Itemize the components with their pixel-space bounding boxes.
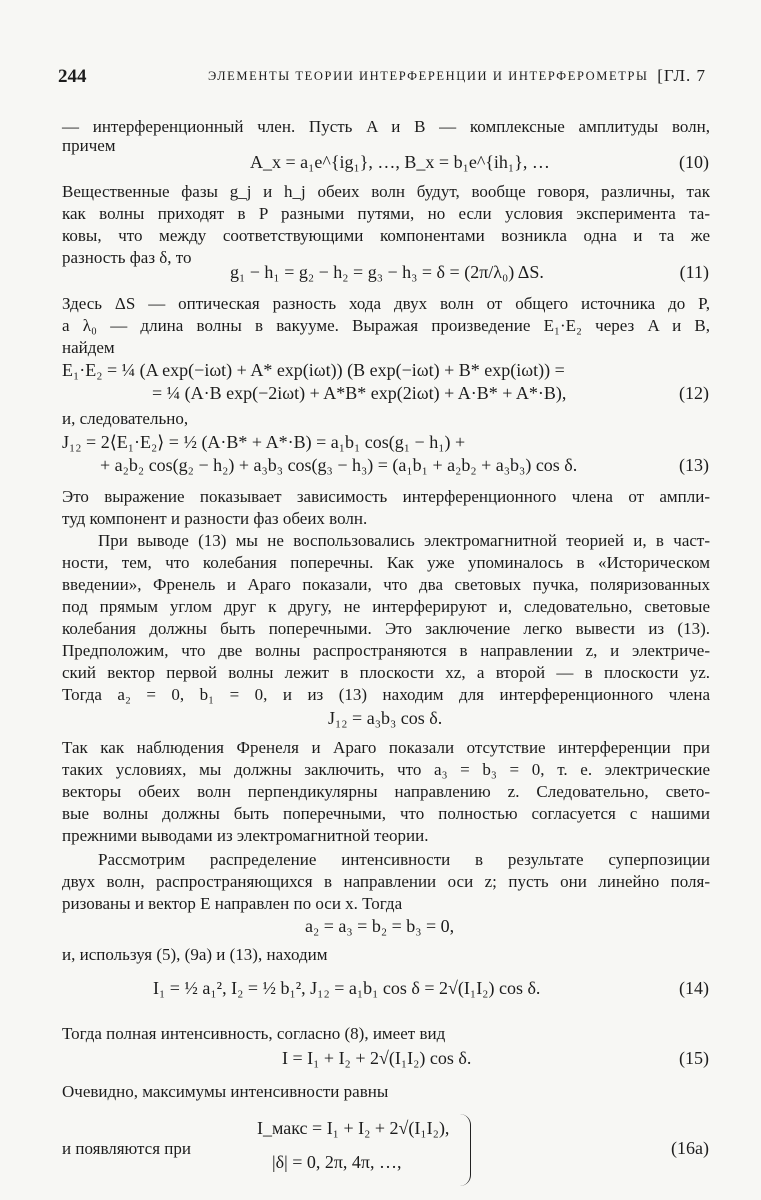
text-line: двух волн, распространяющихся в направлении оси z; пусть они линейно поля- [62,872,710,891]
equation-13-line-2: + a₂b₂ cos(g₂ − h₂) + a₃b₃ cos(g₃ − h₃) = (a₁b₁ + a₂b₂ + a₃b₃) cos δ. [100,455,578,475]
equation-j12: J₁₂ = a₃b₃ cos δ. [328,708,443,728]
text-line: При выводе (13) мы не воспользовались электромагнитной теорией и, в част- [98,531,710,550]
equation-number-10: (10) [679,152,709,172]
text-line: Вещественные фазы g_j и h_j обеих волн будут, вообще говоря, различны, так [62,182,710,201]
equation-number-13: (13) [679,455,709,475]
chapter-label: [ГЛ. 7 [657,66,706,85]
text-line: туд компонент и разности фаз обеих волн. [62,509,368,528]
text-line: ризованы и вектор E направлен по оси x. Тогда [62,894,403,913]
text-line: и появляются при [62,1139,191,1158]
text-line: колебания должны быть поперечными. Это заключение легко вывести из (13). [62,619,710,638]
text-line: под прямым углом друг к другу, не интерферируют и, следовательно, световые [62,597,710,616]
text-line: найдем [62,338,115,357]
page-header [58,66,706,88]
text-line: таких условиях, мы должны заключить, что a₃ = b₃ = 0, т. е. электрические [62,760,710,779]
text-line: и, следовательно, [62,409,189,428]
text-line: и, используя (5), (9а) и (13), находим [62,945,328,964]
equation-14: I₁ = ½ a₁², I₂ = ½ b₁², J₁₂ = a₁b₁ cos δ = 2√(I₁I₂) cos δ. [153,978,541,998]
text-line: Здесь ΔS — оптическая разность хода двух волн от общего источника до P, [62,294,710,313]
text-line: — интерференционный член. Пусть A и B — комплексные амплитуды волн, [62,117,710,136]
text-line: Очевидно, максимумы интенсивности равны [62,1082,389,1101]
page-number: 244 [58,66,87,87]
running-title: ЭЛЕМЕНТЫ ТЕОРИИ ИНТЕРФЕРЕНЦИИ И ИНТЕРФЕРОМЕТРЫ [208,69,649,83]
text-line: разность фаз δ, то [62,248,192,267]
text-line: вые волны должны быть поперечными, что полностью согласуется с нашими [62,804,710,823]
equation-15: I = I₁ + I₂ + 2√(I₁I₂) cos δ. [282,1048,472,1068]
equation-12-line-1: E₁·E₂ = ¼ (A exp(−iωt) + A* exp(iωt)) (B exp(−iωt) + B* exp(iωt)) = [62,360,565,380]
text-line: прежними выводами из электромагнитной теории. [62,826,429,845]
equation-number-12: (12) [679,383,709,403]
text-line: а λ₀ — длина волны в вакууме. Выражая произведение E₁·E₂ через A и B, [62,316,710,335]
equation-11: g₁ − h₁ = g₂ − h₂ = g₃ − h₃ = δ = (2π/λ₀) ΔS. [230,262,544,282]
equation-13-line-1: J₁₂ = 2⟨E₁·E₂⟩ = ½ (A·B* + A*·B) = a₁b₁ cos(g₁ − h₁) + [62,432,466,452]
text-line: Так как наблюдения Френеля и Араго показали отсутствие интерференции при [62,738,710,757]
text-line: как волны приходят в P разными путями, но если условия эксперимента та- [62,204,710,223]
equation-components: a₂ = a₃ = b₂ = b₃ = 0, [305,916,455,936]
equation-number-16a: (16а) [671,1138,709,1158]
text-line: причем [62,136,116,155]
equation-12-line-2: = ¼ (A·B exp(−2iωt) + A*B* exp(2iωt) + A·B* + A*·B), [152,383,567,403]
equation-10: A_x = a₁e^{ig₁}, …, B_x = b₁e^{ih₁}, … [250,152,550,172]
text-line: Предположим, что две волны распространяются в направлении z, и электриче- [62,641,710,660]
equation-16a-line-1: I_макс = I₁ + I₂ + 2√(I₁I₂), [257,1118,450,1138]
equation-number-14: (14) [679,978,709,998]
text-line: Тогда полная интенсивность, согласно (8), имеет вид [62,1024,446,1043]
text-line: Рассмотрим распределение интенсивности в результате суперпозиции [98,850,710,869]
equation-number-11: (11) [679,262,709,282]
equation-16a-line-2: |δ| = 0, 2π, 4π, …, [272,1152,402,1172]
text-line: ности, тем, что колебания поперечны. Как уже упоминалось в «Историческом [62,553,710,572]
text-line: Тогда a₂ = 0, b₁ = 0, и из (13) находим для интерференционного члена [62,685,710,704]
text-line: ский вектор первой волны лежит в плоскости xz, а второй — в плоскости yz. [62,663,710,682]
text-line: ковы, что между соответствующими компонентами возникла одна и та же [62,226,710,245]
equation-number-15: (15) [679,1048,709,1068]
text-line: Это выражение показывает зависимость интерференционного члена от ампли- [62,487,710,506]
right-brace-icon [460,1114,471,1186]
text-line: векторы обеих волн перпендикулярны направлению z. Следовательно, свето- [62,782,710,801]
text-line: введении», Френель и Араго показали, что два световых пучка, поляризованных [62,575,710,594]
